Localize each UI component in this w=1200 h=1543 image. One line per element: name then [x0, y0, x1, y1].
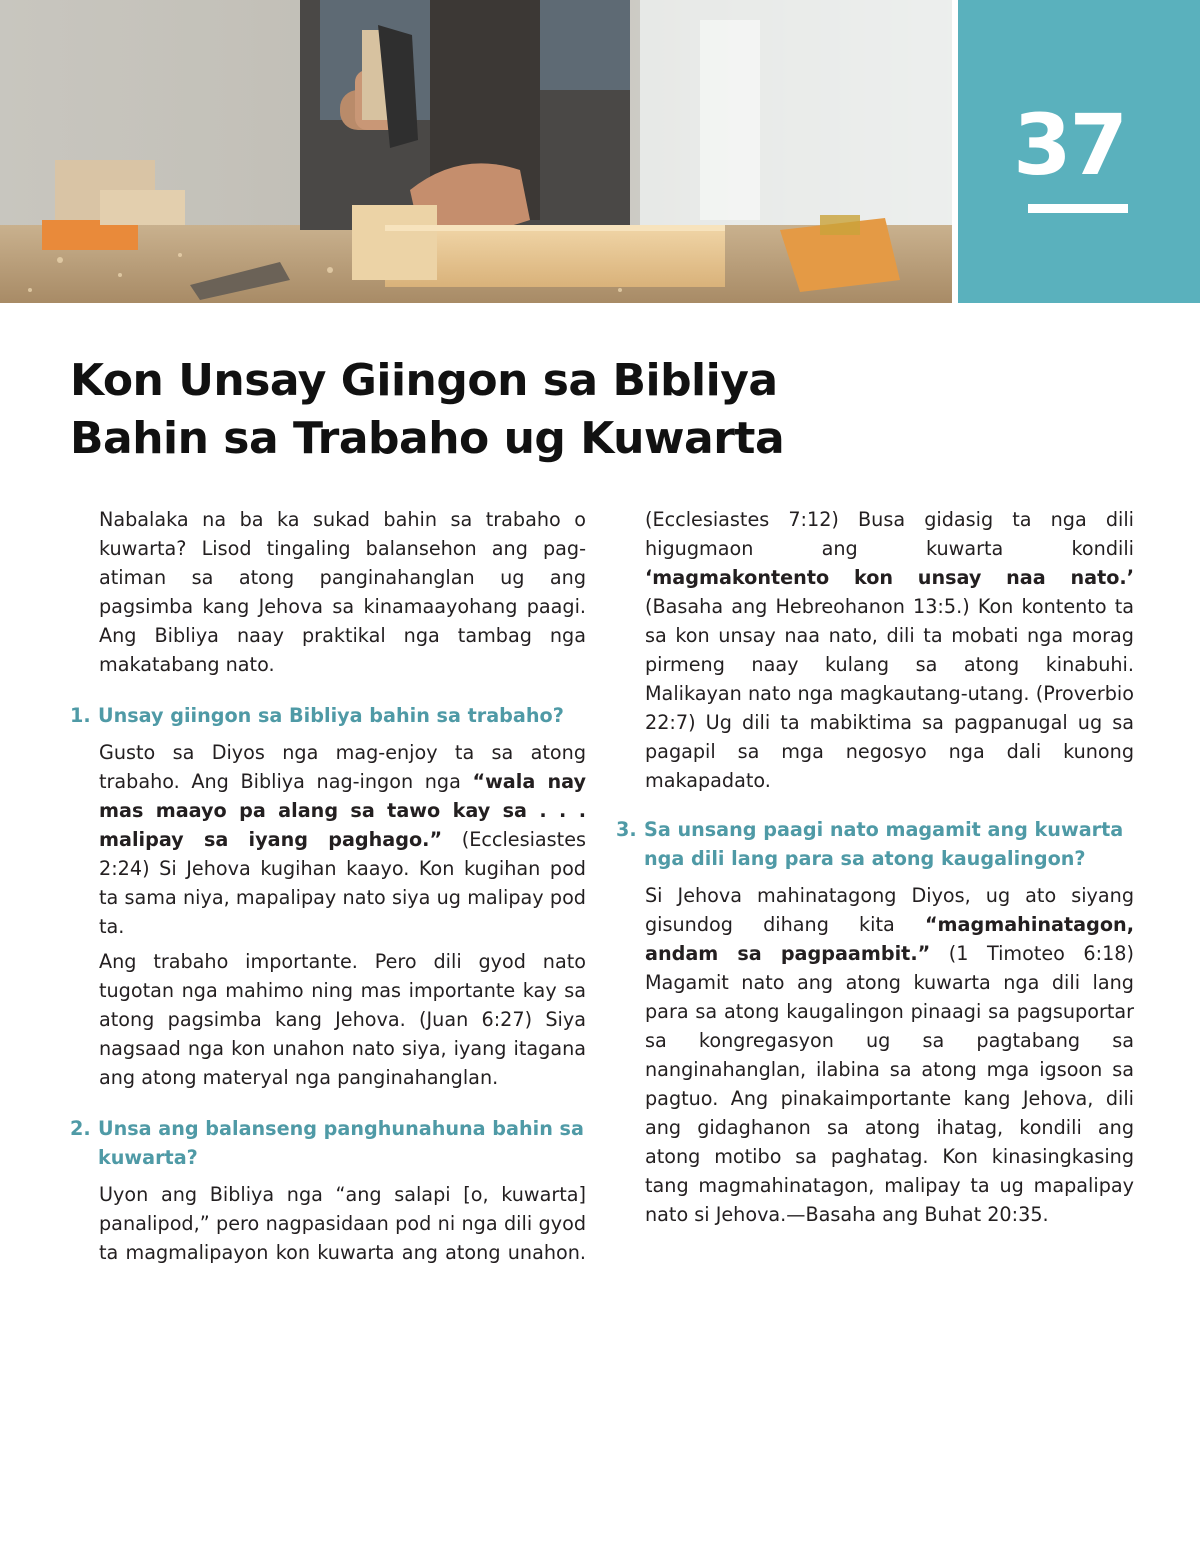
section-2-quote: ‘magmakontento kon unsay naa nato.’: [645, 566, 1134, 589]
section-1-paragraph-1-end: (Ecclesiastes 2:24) Si Jehova kugihan kaayo. Kon kugihan pod ta sama niya, mapalipay nato siya ug malipay pod ta.: [99, 828, 586, 938]
section-2-paragraph-continued: [645, 505, 1134, 795]
section-1-quote: “wala nay mas maayo pa alang sa tawo kay sa . . . malipay sa iyang paghago.”: [99, 770, 587, 851]
chapter-underline: [1028, 204, 1128, 213]
section-1-paragraph-1: [99, 738, 586, 941]
section-1-paragraph-2: Ang trabaho importante. Pero dili gyod nato tugotan nga mahimo ning mas importante kay sa atong pagsimba kang Jehova. (Juan 6:27) Siya nagsaad nga kon unahon nato siya, iyang itagana ang atong materyal nga panginahanglan.: [99, 950, 586, 1089]
question-3: [616, 815, 1134, 873]
left-column: [70, 505, 587, 1267]
question-1-text: Unsay giingon sa Bibliya bahin sa trabaho?: [98, 704, 564, 727]
section-1-paragraph-1-start: Gusto sa Diyos nga mag-enjoy ta sa atong trabaho. Ang Bibliya nag-ingon nga: [99, 741, 586, 793]
question-1: [70, 701, 586, 730]
chapter-number: 37: [1013, 96, 1126, 194]
question-3-text: Sa unsang paagi nato magamit ang kuwarta nga dili lang para sa atong kaugalingon?: [644, 818, 1124, 870]
section-3-paragraph: [645, 881, 1134, 1229]
chapter-number-box: [958, 0, 1200, 303]
right-column: [616, 505, 1134, 1229]
carpenter-hammering-illustration: [0, 0, 952, 303]
header-photo: [0, 0, 952, 303]
page-title-line-2: Bahin sa Trabaho ug Kuwarta: [70, 413, 785, 464]
section-2-paragraph-start: (Ecclesiastes 7:12) Busa gidasig ta nga dili higugmaon ang kuwarta kondili: [645, 508, 1134, 560]
intro-paragraph: Nabalaka na ba ka sukad bahin sa trabaho o kuwarta? Lisod tingaling balansehon ang pag-atiman sa atong panginahanglan ug ang pagsimba kang Jehova sa kinamaayohang paagi. Ang Bibliya naay praktikal nga tambag nga makatabang nato.: [99, 508, 586, 676]
section-3-paragraph-end: (1 Timoteo 6:18) Magamit nato ang atong kuwarta nga dili lang para sa atong kaugalingon pinaagi sa pagsuportar sa kongregasyon ug sa pagtabang sa nanginahanglan, ilabina sa atong mga igsoon sa pagtuo. Ang pinakaimportante kang Jehova, dili ang gidaghanon sa atong ihatag, kondili ang atong motibo sa paghatag. Kon kinasingkasing tang magmahinatagon, malipay ta ug mapalipay nato si Jehova.—Basaha ang Buhat 20:35.: [645, 942, 1134, 1226]
section-2-paragraph: [99, 1180, 586, 1267]
question-2-number: 2.: [70, 1117, 91, 1140]
page-title-line-1: Kon Unsay Giingon sa Bibliya: [70, 355, 778, 406]
section-2-paragraph-end: (Basaha ang Hebreohanon 13:5.) Kon kontento ta sa kon unsay naa nato, dili ta mobati nga morag pirmeng naay kulang sa atong kinabuhi. Malikayan nato nga magkautang-utang. (Proverbio 22:7) Ug dili ta mabiktima sa pagpanugal ug sa pagapil sa mga negosyo nga dali kunong makapadato.: [645, 595, 1134, 792]
question-3-number: 3.: [616, 818, 637, 841]
section-3-paragraph-start: Si Jehova mahinatagong Diyos, ug ato siyang gisundog dihang kita: [645, 884, 1134, 936]
section-2-paragraph-start: Uyon ang Bibliya nga “ang salapi [o, kuwarta] panalipod,” pero nagpasidaan pod ni nga dili gyod ta magmalipayon kon kuwarta ang atong unahon.: [99, 1183, 586, 1264]
section-3-quote: “magmahinatagon, andam sa pagpaambit.”: [645, 913, 1134, 965]
question-2-text: Unsa ang balanseng panghunahuna bahin sa kuwarta?: [98, 1117, 584, 1169]
question-1-number: 1.: [70, 704, 91, 727]
question-2: [70, 1114, 586, 1172]
page-title: [70, 352, 890, 468]
